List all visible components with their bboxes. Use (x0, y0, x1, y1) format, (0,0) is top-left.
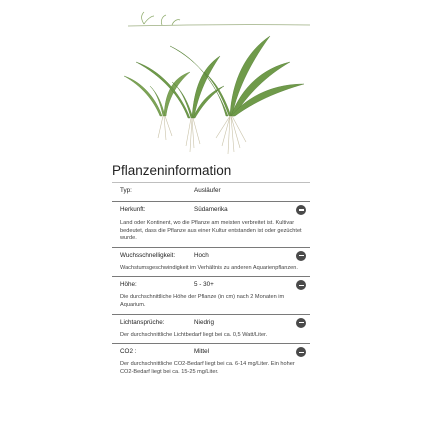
info-value: Mittel (194, 348, 210, 356)
minus-circle-icon[interactable] (296, 251, 306, 261)
info-row-height (112, 277, 310, 314)
info-value: Südamerika (194, 206, 228, 213)
info-label: CO2 : (120, 348, 137, 356)
info-description: Land oder Kontinent, wo die Pflanze am meisten verbreitet ist. Kultivar bedeutet, dass die Pflanze aus einer Kultur entstanden ist oder gezüchtet wurde. (120, 220, 302, 242)
info-description: Die durchschnittliche Höhe der Pflanze (in cm) nach 2 Monaten im Aquarium. (120, 294, 285, 308)
info-value: 5 - 30+ (194, 281, 214, 289)
plant-info-table (112, 183, 310, 380)
info-description: Der durchschnittliche Lichtbedarf liegt bei ca. 0,5 Watt/Liter. (120, 331, 268, 338)
info-row-header[interactable] (112, 277, 310, 295)
info-label: Höhe: (120, 281, 137, 289)
info-row-header (112, 183, 310, 201)
info-label: Herkunft: (120, 206, 146, 213)
minus-circle-icon[interactable] (296, 205, 306, 215)
info-row-type (112, 183, 310, 202)
info-label: Lichtansprüche: (120, 318, 165, 326)
plant-illustration (110, 6, 325, 158)
info-row-light (112, 315, 310, 345)
section-title: Pflanzeninformation (112, 163, 232, 178)
info-value: Hoch (194, 251, 209, 259)
info-description: Wachstumsgeschwindigkeit im Verhältnis zu anderen Aquarienpflanzen. (120, 264, 298, 271)
info-row-header[interactable] (112, 248, 310, 266)
info-value: Ausläufer (194, 187, 221, 194)
info-row-origin (112, 202, 310, 248)
info-row-header[interactable] (112, 202, 310, 220)
minus-circle-icon[interactable] (296, 280, 306, 290)
minus-circle-icon[interactable] (296, 318, 306, 328)
info-value: Niedrig (194, 318, 214, 326)
info-row-co2 (112, 344, 310, 380)
info-description: Der durchschnittliche CO2-Bedarf liegt bei ca. 6-14 mg/Liter. Ein hoher CO2-Bedarf liegt bei ca. 15-25 mg/Liter. (120, 361, 295, 375)
info-row-header[interactable] (112, 344, 310, 362)
info-row-growth-speed (112, 248, 310, 278)
info-row-header[interactable] (112, 315, 310, 333)
minus-circle-icon[interactable] (296, 347, 306, 357)
info-label: Wuchsschnelligkeit: (120, 251, 176, 259)
info-label: Typ: (120, 187, 132, 194)
